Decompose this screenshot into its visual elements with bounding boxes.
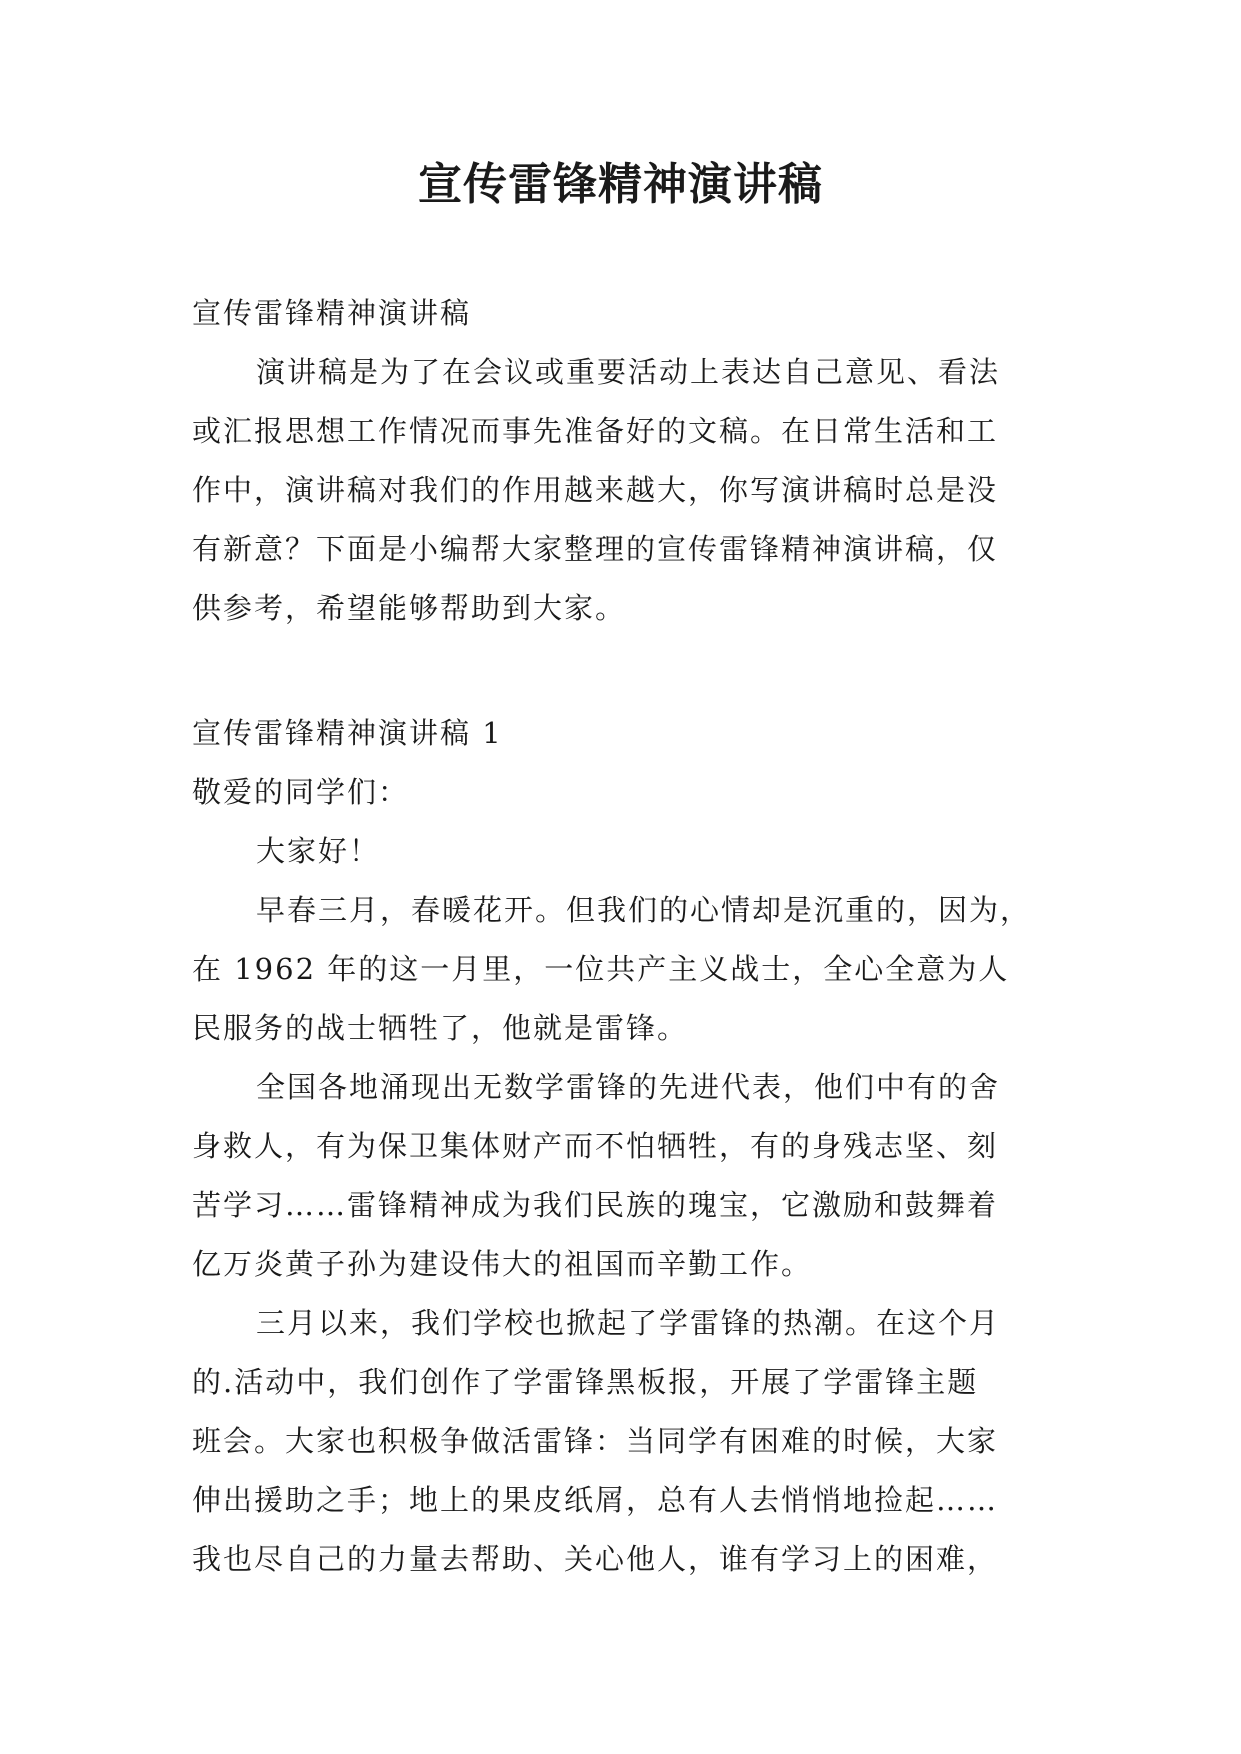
paragraph-line: 作中，演讲稿对我们的作用越来越大，你写演讲稿时总是没: [192, 473, 999, 507]
paragraph-line: 或汇报思想工作情况而事先准备好的文稿。在日常生活和工: [192, 414, 999, 448]
paragraph-line: 苦学习……雷锋精神成为我们民族的瑰宝，它激励和鼓舞着: [192, 1188, 999, 1222]
paragraph-line: 在 1962 年的这一月里，一位共产主义战士，全心全意为人: [192, 952, 1010, 986]
subtitle: 宣传雷锋精神演讲稿: [192, 296, 472, 330]
paragraph-line: 的.活动中，我们创作了学雷锋黑板报，开展了学雷锋主题: [192, 1365, 979, 1399]
paragraph-line: 有新意？下面是小编帮大家整理的宣传雷锋精神演讲稿，仅: [192, 532, 999, 566]
paragraph-line: 供参考，希望能够帮助到大家。: [192, 591, 627, 625]
paragraph-line: 全国各地涌现出无数学雷锋的先进代表，他们中有的舍: [256, 1070, 1001, 1104]
greeting: 大家好！: [256, 834, 381, 868]
paragraph-3: [192, 1294, 1057, 1589]
paragraph-line: 早春三月，春暖花开。但我们的心情却是沉重的，因为，: [256, 893, 1032, 927]
section-heading: 宣传雷锋精神演讲稿 1: [192, 716, 503, 750]
paragraph-line: 三月以来，我们学校也掀起了学雷锋的热潮。在这个月: [256, 1306, 1001, 1340]
paragraph-line: 身救人，有为保卫集体财产而不怕牺牲，有的身残志坚、刻: [192, 1129, 999, 1163]
paragraph-line: 民服务的战士牺牲了，他就是雷锋。: [192, 1011, 689, 1045]
paragraph-2: [192, 1058, 1057, 1294]
paragraph-line: 班会。大家也积极争做活雷锋：当同学有困难的时候，大家: [192, 1424, 999, 1458]
intro-paragraph: [192, 343, 1057, 638]
paragraph-line: 伸出援助之手；地上的果皮纸屑，总有人去悄悄地捡起……: [192, 1483, 999, 1517]
paragraph-1: [192, 881, 1057, 1058]
paragraph-line: 我也尽自己的力量去帮助、关心他人，谁有学习上的困难，: [192, 1542, 999, 1576]
paragraph-line: 亿万炎黄子孙为建设伟大的祖国而辛勤工作。: [192, 1247, 813, 1281]
document-body: [192, 284, 1057, 1589]
document-title: 宣传雷锋精神演讲稿: [418, 159, 823, 210]
salutation: 敬爱的同学们：: [192, 775, 410, 809]
paragraph-line: 演讲稿是为了在会议或重要活动上表达自己意见、看法: [256, 355, 1001, 389]
section-spacer: [192, 638, 1057, 704]
